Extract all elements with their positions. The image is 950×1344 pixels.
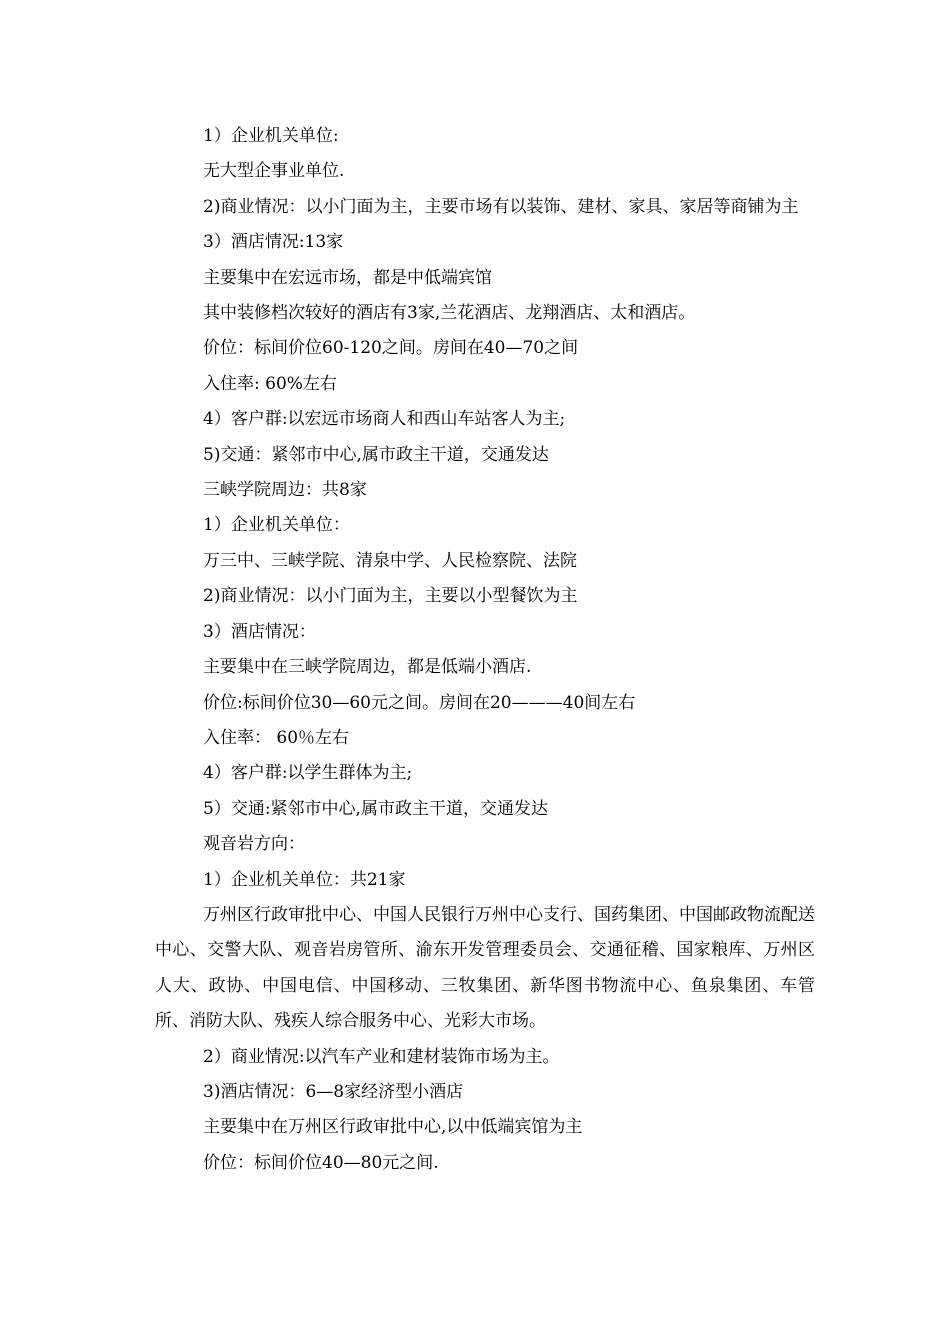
paragraph-17: 价位:标间价位30—60元之间。房间在20———40间左右 (203, 692, 636, 713)
paragraph-2: 无大型企事业单位. (203, 161, 345, 182)
paragraph-9: 4）客户群:以宏远市场商人和西山车站客人为主; (203, 409, 566, 430)
paragraph-18: 入住率： 60％左右 (203, 727, 350, 748)
paragraph-19: 4）客户群:以学生群体为主; (203, 763, 413, 784)
paragraph-12: 1）企业机关单位： (203, 515, 350, 536)
paragraph-7: 价位：标间价位60-120之间。房间在40—70之间 (203, 338, 579, 359)
paragraph-10: 5)交通：紧邻市中心,属市政主干道，交通发达 (203, 444, 549, 465)
paragraph-26: 主要集中在万州区行政审批中心,以中低端宾馆为主 (203, 1117, 583, 1138)
paragraph-23: 万州区行政审批中心、中国人民银行万州中心支行、国药集团、中国邮政物流配送中心、交警大队、观音岩房管所、渝东开发管理委员会、交通征稽、国家粮库、万州区人大、政协、中国电信、中国移动、三牧集团、新华图书物流中心、鱼泉集团、车管所、消防大队、残疾人综合服务中心、光彩大市场。 (155, 904, 815, 1032)
paragraph-14: 2)商业情况：以小门面为主，主要以小型餐饮为主 (203, 586, 578, 607)
paragraph-24: 2）商业情况:以汽车产业和建材装饰市场为主。 (203, 1046, 560, 1067)
paragraph-6: 其中装修档次较好的酒店有3家,兰花酒店、龙翔酒店、太和酒店。 (203, 303, 696, 324)
paragraph-20: 5）交通:紧邻市中心,属市政主干道，交通发达 (203, 798, 548, 819)
paragraph-4: 3）酒店情况:13家 (203, 232, 344, 253)
paragraph-15: 3）酒店情况： (203, 621, 316, 642)
paragraph-13: 万三中、三峡学院、清泉中学、人民检察院、法院 (203, 550, 577, 571)
paragraph-16: 主要集中在三峡学院周边，都是低端小酒店. (203, 657, 532, 678)
paragraph-25: 3)酒店情况：6—8家经济型小酒店 (203, 1081, 464, 1102)
paragraph-22: 1）企业机关单位：共21家 (203, 869, 406, 890)
paragraph-27: 价位：标间价位40—80元之间. (203, 1152, 439, 1173)
paragraph-21: 观音岩方向： (203, 834, 305, 855)
paragraph-1: 1）企业机关单位: (203, 126, 339, 146)
paragraph-5: 主要集中在宏远市场，都是中低端宾馆 (203, 267, 492, 288)
document-body (155, 119, 815, 1181)
paragraph-8: 入住率: 60%左右 (203, 373, 337, 394)
paragraph-11: 三峡学院周边：共8家 (203, 480, 367, 501)
paragraph-3: 2)商业情况：以小门面为主，主要市场有以装饰、建材、家具、家居等商铺为主 (203, 196, 799, 217)
